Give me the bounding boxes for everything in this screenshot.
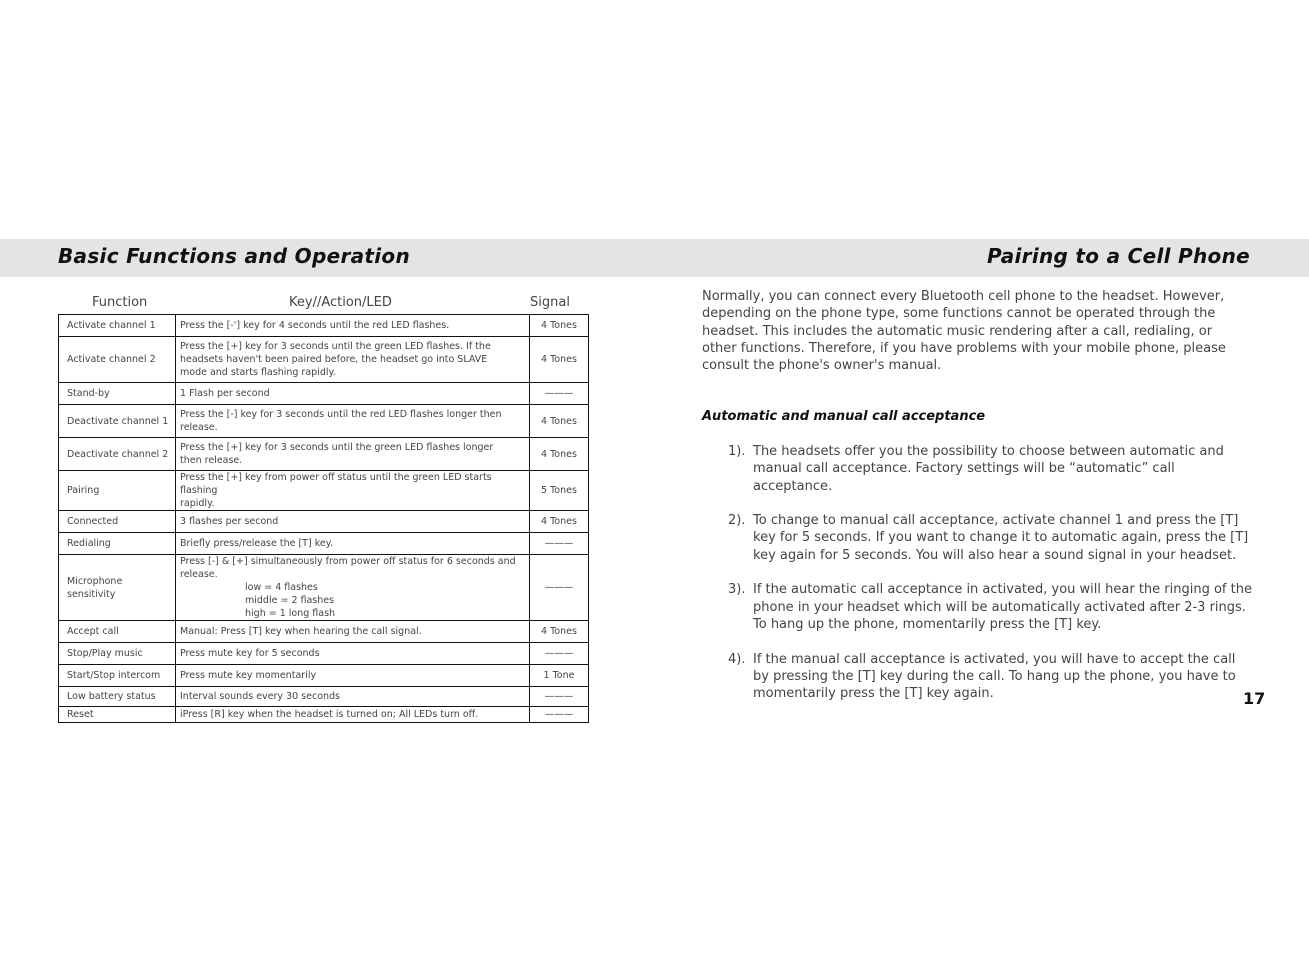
list-item [728,581,1254,633]
column-header-signal: Signal [530,295,570,310]
function-cell: Microphone sensitivity [59,555,176,621]
function-cell: Activate channel 2 [59,337,176,383]
action-cell [176,621,530,643]
list-item [728,443,1254,495]
function-cell: Deactivate channel 2 [59,438,176,471]
action-cell [176,315,530,337]
action-line: Manual: Press [T] key when hearing the call signal. [180,626,422,637]
action-line: Interval sounds every 30 seconds [180,691,341,702]
call-acceptance-heading: Automatic and manual call acceptance [702,409,986,424]
function-cell: Stand-by [59,383,176,405]
table-row [59,687,589,707]
action-cell [176,707,530,723]
table-row [59,337,589,383]
signal-cell: 4 Tones [530,337,589,383]
action-line: Press [-] & [+] simultaneously from power off status for 6 seconds and release. [180,556,516,580]
action-line: 3 flashes per second [180,516,279,527]
step-text: The headsets offer you the possibility to choose between automatic and manual call acceptance. Factory settings will be “automatic” call acceptance. [753,444,1224,494]
signal-cell: 4 Tones [530,405,589,438]
function-cell: Start/Stop intercom [59,665,176,687]
signal-cell: ——— [530,707,589,723]
list-item [728,512,1254,564]
step-number: 1). [728,444,746,459]
function-cell: Low battery status [59,687,176,707]
action-line: Press mute key momentarily [180,670,317,681]
table-row [59,405,589,438]
table-column-headers [58,295,584,313]
action-cell [176,405,530,438]
signal-cell: ——— [530,643,589,665]
action-line: Press the [-'] key for 4 seconds until the red LED flashes. [180,320,450,331]
table-row [59,707,589,723]
function-cell: Deactivate channel 1 [59,405,176,438]
function-cell: Activate channel 1 [59,315,176,337]
action-cell [176,511,530,533]
action-cell [176,555,530,621]
table-row [59,471,589,511]
action-cell [176,643,530,665]
step-text: To change to manual call acceptance, activate channel 1 and press the [T] key for 5 seconds. If you want to change it to automatic again, press the [T] key again for 5 seconds. You will also hear a sound signal in your headset. [753,513,1249,563]
signal-cell: ——— [530,555,589,621]
steps-list [728,443,1254,720]
list-item [728,651,1254,703]
right-page-title: Pairing to a Cell Phone [987,244,1250,268]
action-line: mode and starts flashing rapidly. [180,367,336,378]
action-line: Press the [+] key for 3 seconds until the green LED flashes. If the [180,341,491,352]
signal-cell: 1 Tone [530,665,589,687]
left-page-title: Basic Functions and Operation [58,244,411,268]
table-row [59,643,589,665]
action-line: Press the [-] key for 3 seconds until the red LED flashes longer then [180,409,502,420]
action-line: headsets haven't been paired before, the headset go into SLAVE [180,354,488,365]
function-cell: Pairing [59,471,176,511]
table-row [59,315,589,337]
signal-cell: 4 Tones [530,438,589,471]
action-line: release. [180,422,218,433]
sensitivity-level: middle = 2 flashes [245,595,335,606]
table-row [59,438,589,471]
function-cell: Redialing [59,533,176,555]
signal-cell: 5 Tones [530,471,589,511]
column-header-function: Function [92,295,148,310]
action-cell [176,337,530,383]
signal-cell: 4 Tones [530,315,589,337]
table-row [59,621,589,643]
action-line: Press mute key for 5 seconds [180,648,320,659]
table-row [59,665,589,687]
table-row [59,383,589,405]
functions-table [58,314,589,723]
signal-cell: ——— [530,687,589,707]
action-cell [176,687,530,707]
sensitivity-level: high = 1 long flash [245,608,336,619]
step-text: If the manual call acceptance is activated, you will have to accept the call by pressing the [T] key during the call. To hang up the phone, you have to momentarily press the [T] key again. [753,651,1236,702]
step-number: 4). [728,651,746,667]
action-line: rapidly. [180,498,215,509]
action-line: then release. [180,455,243,466]
function-cell: Stop/Play music [59,643,176,665]
action-cell [176,438,530,471]
signal-cell: ——— [530,533,589,555]
sensitivity-level: low = 4 flashes [245,582,318,593]
action-line: 1 Flash per second [180,388,270,399]
intro-paragraph: Normally, you can connect every Bluetooth cell phone to the headset. However, depending on the phone type, some functions cannot be operated through the headset. This includes the automatic music rendering after a call, redialing, or other functions. Therefore, if you have problems with your mobile phone, please consult the phone's owner's manual. [702,289,1226,374]
action-line: Press the [+] key for 3 seconds until the green LED flashes longer [180,442,494,453]
signal-cell: 4 Tones [530,511,589,533]
table-row [59,555,589,621]
action-cell [176,383,530,405]
step-text: If the automatic call acceptance in activated, you will hear the ringing of the phone in your headset which will be automatically activated after 2-3 rings. To hang up the phone, momentarily press the [T] key. [753,582,1252,632]
table-row [59,511,589,533]
action-line: Press the [+] key from power off status until the green LED starts flashing [180,472,492,496]
page-number: 17 [1243,689,1266,708]
table-row [59,533,589,555]
signal-cell: 4 Tones [530,621,589,643]
function-cell: Accept call [59,621,176,643]
step-number: 2). [728,513,746,529]
function-cell: Connected [59,511,176,533]
action-cell [176,471,530,511]
action-cell [176,533,530,555]
action-line: iPress [R] key when the headset is turned on; All LEDs turn off. [180,709,479,720]
action-cell [176,665,530,687]
column-header-action: Key//Action/LED [289,295,392,310]
step-number: 3). [728,582,746,598]
action-line: Briefly press/release the [T] key. [180,538,334,549]
signal-cell: ——— [530,383,589,405]
function-cell: Reset [59,707,176,723]
